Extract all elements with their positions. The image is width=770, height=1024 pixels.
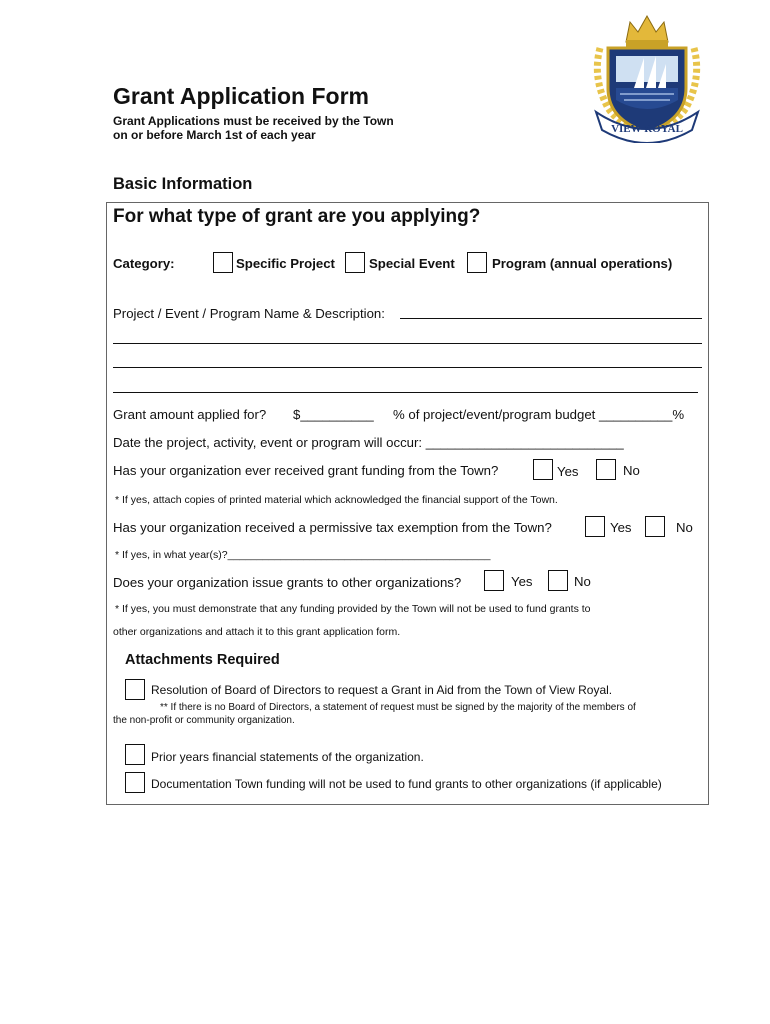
documentation-checkbox[interactable] <box>125 772 145 793</box>
name-description-field[interactable] <box>400 318 702 319</box>
resolution-checkbox[interactable] <box>125 679 145 700</box>
description-line-3[interactable] <box>113 367 702 368</box>
issue-no-checkbox[interactable] <box>548 570 568 591</box>
exemption-yes-label: Yes <box>610 520 632 535</box>
budget-percent-field[interactable]: % of project/event/program budget __________% <box>393 407 685 422</box>
funding-note: * If yes, attach copies of printed material which acknowledged the financial support of the Town. <box>115 494 558 506</box>
resolution-label: Resolution of Board of Directors to request a Grant in Aid from the Town of View Royal. <box>151 683 613 697</box>
issue-grants-question: Does your organization issue grants to other organizations? <box>113 575 462 590</box>
section-title: Basic Information <box>113 175 253 193</box>
description-line-2[interactable] <box>113 343 702 344</box>
tax-exemption-question: Has your organization received a permissive tax exemption from the Town? <box>113 520 552 535</box>
grant-amount-label: Grant amount applied for? <box>113 407 267 422</box>
project-date-field[interactable]: Date the project, activity, event or program will occur: ___________________________ <box>113 435 624 450</box>
resolution-note-line-1: ** If there is no Board of Directors, a statement of request must be signed by the majority of the members of <box>160 702 636 713</box>
description-line-4[interactable] <box>113 392 698 393</box>
special-event-label: Special Event <box>369 256 455 271</box>
issue-yes-checkbox[interactable] <box>484 570 504 591</box>
issue-note-line-1: * If yes, you must demonstrate that any funding provided by the Town will not be used to fund grants to <box>115 603 591 615</box>
resolution-note-line-2: the non-profit or community organization. <box>113 715 295 726</box>
issue-note-line-2: other organizations and attach it to this grant application form. <box>113 626 401 638</box>
funding-no-label: No <box>623 463 640 478</box>
program-checkbox[interactable] <box>467 252 487 273</box>
grant-type-question: For what type of grant are you applying? <box>113 206 481 227</box>
exemption-no-checkbox[interactable] <box>645 516 665 537</box>
exemption-yes-checkbox[interactable] <box>585 516 605 537</box>
special-event-checkbox[interactable] <box>345 252 365 273</box>
funding-question: Has your organization ever received grant funding from the Town? <box>113 463 499 478</box>
program-label: Program (annual operations) <box>492 256 673 271</box>
issue-yes-label: Yes <box>511 574 533 589</box>
name-description-label: Project / Event / Program Name & Description: <box>113 306 385 321</box>
funding-yes-label: Yes <box>557 464 579 479</box>
financial-statements-label: Prior years financial statements of the organization. <box>151 750 424 764</box>
specific-project-label: Specific Project <box>236 256 335 271</box>
category-label: Category: <box>113 256 175 271</box>
logo-ribbon-text: VIEW ROYAL <box>611 123 683 135</box>
attachments-title: Attachments Required <box>125 652 280 668</box>
deadline-line-1: Grant Applications must be received by the Town <box>113 114 394 128</box>
documentation-label: Documentation Town funding will not be used to fund grants to other organizations (if applicable) <box>151 777 662 791</box>
exemption-no-label: No <box>676 520 693 535</box>
funding-yes-checkbox[interactable] <box>533 459 553 480</box>
exemption-years-field[interactable]: * If yes, in what year(s)?_____________________________________________ <box>115 549 491 561</box>
town-crest-logo <box>586 8 708 143</box>
specific-project-checkbox[interactable] <box>213 252 233 273</box>
grant-amount-field[interactable]: $__________ <box>293 407 374 422</box>
deadline-line-2: on or before March 1st of each year <box>113 128 316 142</box>
financial-statements-checkbox[interactable] <box>125 744 145 765</box>
funding-no-checkbox[interactable] <box>596 459 616 480</box>
page-title: Grant Application Form <box>113 83 369 109</box>
issue-no-label: No <box>574 574 591 589</box>
